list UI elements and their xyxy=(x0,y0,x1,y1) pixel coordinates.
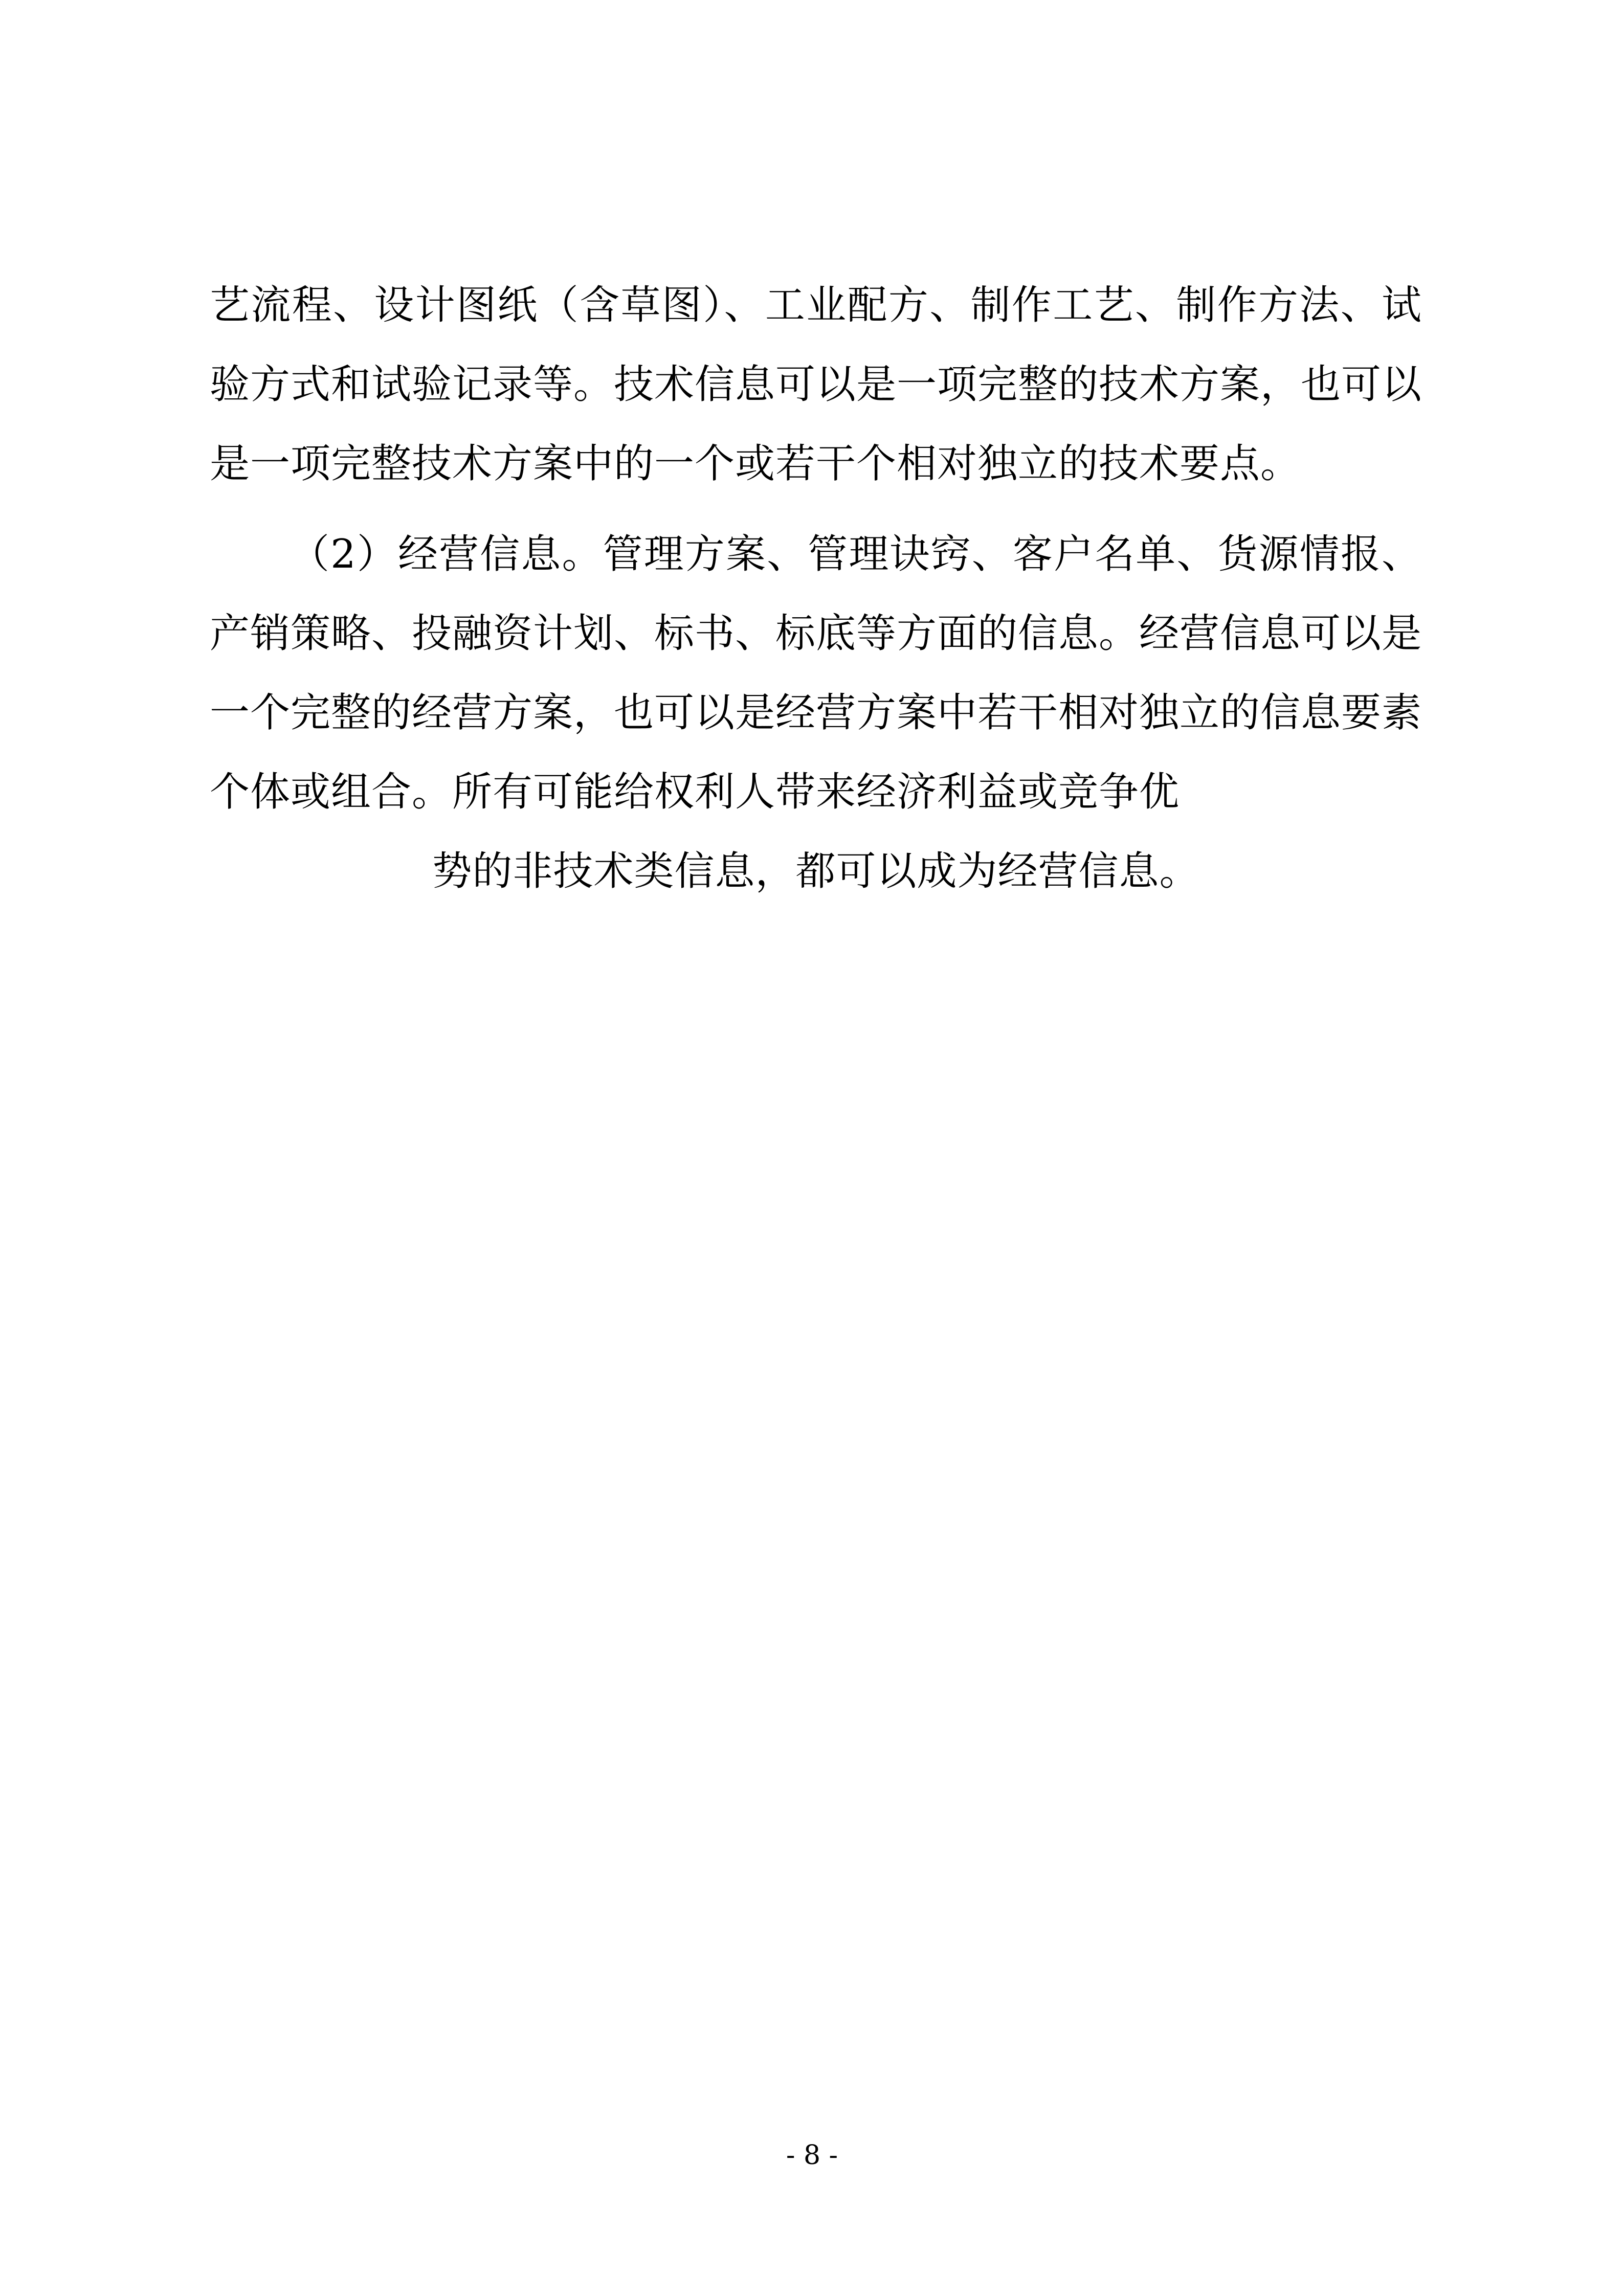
paragraph-business-info: （2）经营信息。管理方案、管理诀窍、客户名单、货源情报、产销策略、投融资计划、标书、标底等方面的信息。经营信息可以是一个完整的经营方案，也可以是经营方案中若干相对独立的信息要素个体或组合。所有可能给权利人带来经济利益或竞争优 xyxy=(210,531,1422,815)
paragraph-technical-info-continued: 艺流程、设计图纸（含草图）、工业配方、制作工艺、制作方法、试验方式和试验记录等。技术信息可以是一项完整的技术方案，也可以是一项完整技术方案中的一个或若干个相对独立的技术要点。 xyxy=(210,282,1422,487)
page-body xyxy=(210,266,1422,911)
page-number: - 8 - xyxy=(786,2140,838,2171)
paragraph-spacer xyxy=(210,504,1422,515)
paragraph-business-info-final-line: 势的非技术类信息，都可以成为经营信息。 xyxy=(432,848,1200,894)
